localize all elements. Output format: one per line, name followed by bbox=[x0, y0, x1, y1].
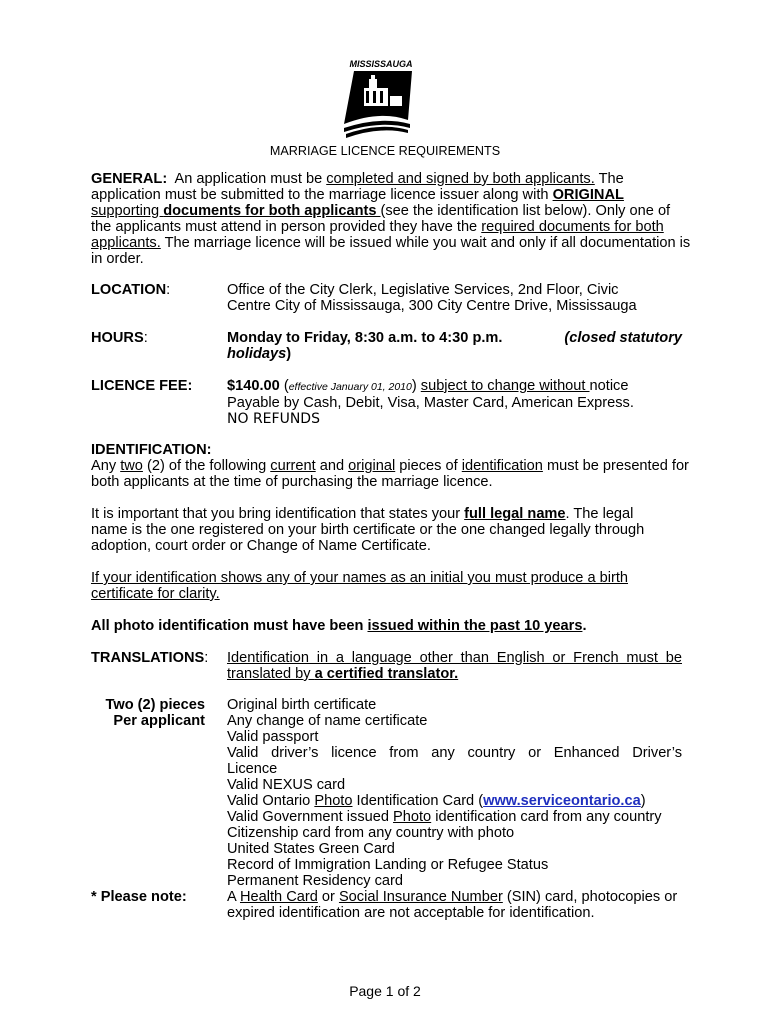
general-original: ORIGINAL bbox=[552, 187, 624, 203]
general-supporting: supporting bbox=[91, 203, 164, 219]
list-item: Valid Ontario Photo Identification Card (www.serviceontario.ca) bbox=[227, 793, 646, 809]
initial-paragraph bbox=[91, 570, 691, 602]
general-text: An application must be bbox=[174, 171, 327, 187]
hours-days: Monday to Friday, 8:30 a.m. to 4:30 p.m. bbox=[227, 330, 503, 346]
page-title: MARRIAGE LICENCE REQUIREMENTS bbox=[269, 144, 501, 158]
logo-wordmark: MISSISSAUGA bbox=[349, 59, 413, 69]
list-item: Permanent Residency card bbox=[227, 873, 404, 889]
list-item: Valid driver’s licence from any country or Enhanced Driver’s Licence bbox=[227, 745, 682, 777]
photo-paragraph: All photo identification must have been issued within the past 10 years. bbox=[91, 618, 587, 634]
translations-value bbox=[227, 650, 682, 682]
mississauga-logo bbox=[340, 58, 422, 138]
initial-text: If your identification shows any of your names as an initial you must produce a birth certificate for clarity. bbox=[91, 570, 629, 602]
list-item: Valid passport bbox=[227, 729, 319, 745]
list-item: Any change of name certificate bbox=[227, 713, 428, 729]
location-value bbox=[227, 282, 682, 314]
general-docs: documents for both applicants bbox=[163, 203, 381, 219]
list-item: Original birth certificate bbox=[227, 697, 377, 713]
translations-label: TRANSLATIONS: bbox=[91, 650, 209, 666]
general-section bbox=[91, 171, 691, 267]
fee-refunds: NO REFUNDS bbox=[227, 411, 320, 427]
general-required: required documents for both applicants. bbox=[91, 219, 664, 251]
translations-text: Identification in a language other than English or French must be translated by bbox=[227, 650, 682, 682]
list-item: Valid NEXUS card bbox=[227, 777, 346, 793]
note-label: * Please note: bbox=[91, 889, 187, 905]
hours-note: (closed statutory bbox=[564, 330, 682, 346]
translations-certified: a certified translator. bbox=[314, 666, 459, 682]
list-item: United States Green Card bbox=[227, 841, 395, 857]
fee-subject: subject to change without bbox=[420, 378, 590, 394]
hours-note: holidays bbox=[227, 346, 287, 362]
note-health: Health Card bbox=[239, 889, 318, 905]
fee-payable: Payable by Cash, Debit, Visa, Master Card, American Express. bbox=[227, 395, 634, 411]
pieces-label bbox=[91, 697, 205, 729]
general-text: The marriage licence will be issued while you wait and only if all documentation is in order. bbox=[91, 235, 691, 267]
ident-current: current bbox=[270, 458, 316, 474]
note-value: A Health Card or Social Insurance Number (SIN) card, photocopies or expired identification are not acceptable for identification. bbox=[227, 889, 678, 921]
ident-identification: identification bbox=[461, 458, 543, 474]
location-label: LOCATION: bbox=[91, 282, 171, 298]
list-item: Valid Government issued Photo identification card from any country bbox=[227, 809, 662, 825]
list-item: Citizenship card from any country with photo bbox=[227, 825, 515, 841]
location-line: Office of the City Clerk, Legislative Services, 2nd Floor, Civic bbox=[227, 282, 619, 298]
fee-effective: effective January 01, 2010 bbox=[288, 381, 412, 393]
note-sin: Social Insurance Number bbox=[338, 889, 503, 905]
identification-heading: IDENTIFICATION: bbox=[91, 442, 212, 458]
fee-label: LICENCE FEE: bbox=[91, 378, 193, 394]
serviceontario-link[interactable]: www.serviceontario.ca bbox=[483, 793, 641, 809]
pieces-label-line: Per applicant bbox=[113, 713, 205, 729]
ident-original: original bbox=[348, 458, 396, 474]
general-label: GENERAL: bbox=[91, 171, 168, 187]
general-text: The application must be submitted to the marriage licence issuer along with bbox=[91, 171, 624, 203]
fee-amount: $140.00 bbox=[227, 378, 280, 394]
identification-section: IDENTIFICATION: Any two (2) of the following current and original pieces of identification must be presented for both applicants at the time of purchasing the marriage licence. bbox=[91, 442, 689, 490]
general-completed: completed and signed by both applicants. bbox=[326, 171, 595, 187]
pieces-label-line: Two (2) pieces bbox=[105, 697, 205, 713]
ident-two: two bbox=[120, 458, 143, 474]
legal-name: full legal name bbox=[464, 506, 566, 522]
location-line: Centre City of Mississauga, 300 City Centre Drive, Mississauga bbox=[227, 298, 637, 314]
legal-name-paragraph: It is important that you bring identification that states your full legal name. The legal name is the one registered on your birth certificate or the one changed legally through adoption, court order or Change of Name Certificate. bbox=[91, 506, 645, 554]
hours-label: HOURS: bbox=[91, 330, 148, 346]
hours-value: Monday to Friday, 8:30 a.m. to 4:30 p.m. (closed statutory holidays) bbox=[227, 330, 682, 362]
general-text: (see the identification list below). Only one of the applicants must attend in person provided they have the bbox=[91, 203, 671, 235]
photo-issued: issued within the past 10 years bbox=[367, 618, 583, 634]
page-number: Page 1 of 2 bbox=[349, 983, 421, 999]
fee-value: $140.00 (effective January 01, 2010) subject to change without notice Payable by Cash, Debit, Visa, Master Card, American Express. NO REFUNDS bbox=[227, 378, 682, 427]
list-item: Record of Immigration Landing or Refugee Status bbox=[227, 857, 549, 873]
pieces-list bbox=[227, 697, 682, 889]
